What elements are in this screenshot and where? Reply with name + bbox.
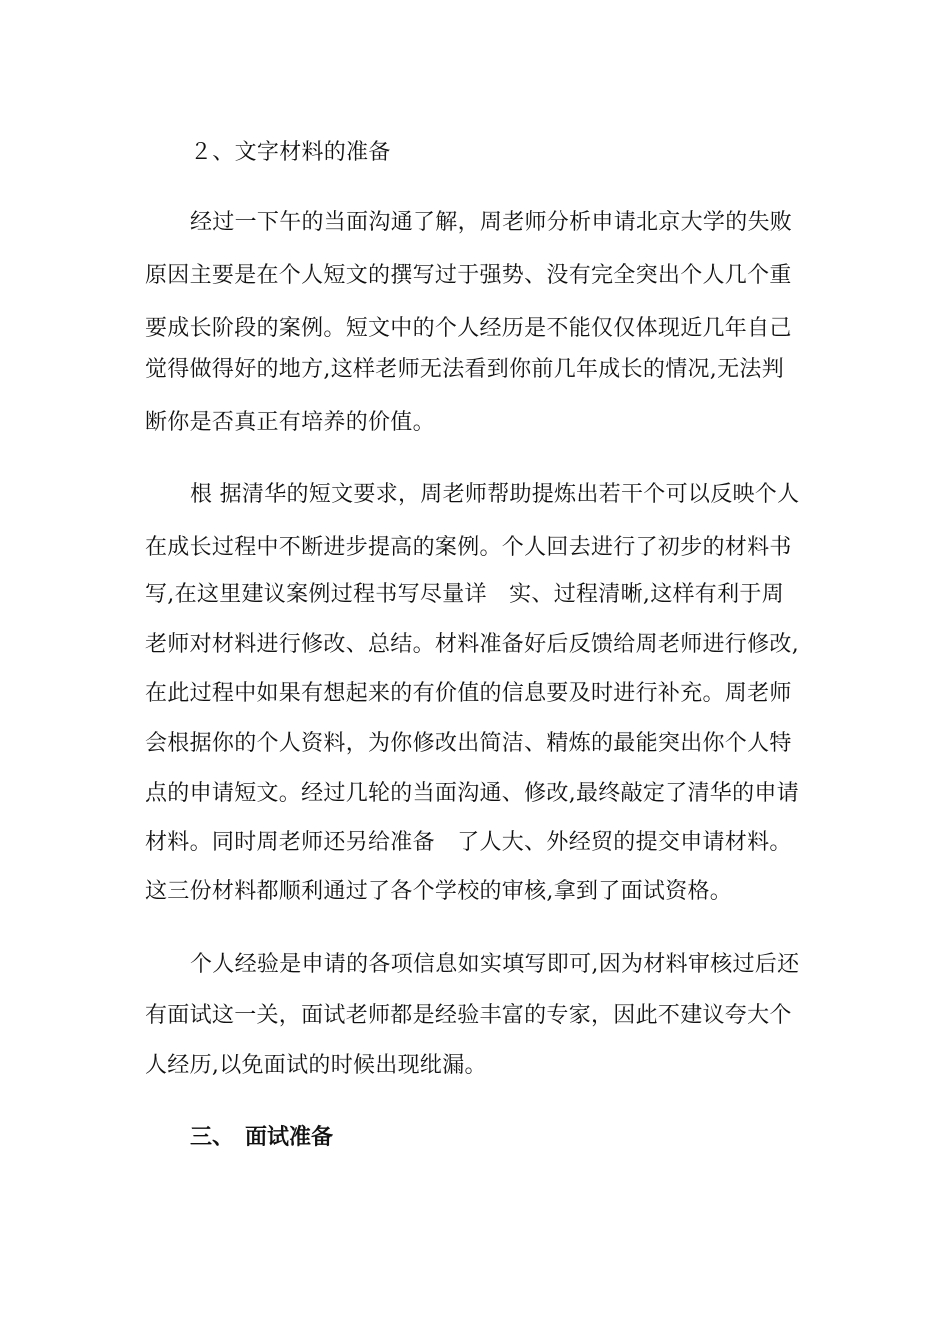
paragraph-1-line-3: 要成长阶段的案例。短文中的个人经历是不能仅仅体现近几年自己 — [145, 316, 792, 341]
paragraph-2-line-3: 写,在这里建议案例过程书写尽量详 实、过程清晰,这样有利于周 — [145, 582, 784, 607]
paragraph-2-line-7: 点的申请短文。经过几轮的当面沟通、修改,最终敲定了清华的申请 — [145, 781, 799, 806]
section-heading: 三、 面试准备 — [190, 1124, 334, 1150]
paragraph-1-line-1: 经过一下午的当面沟通了解，周老师分析申请北京大学的失败 — [190, 210, 793, 235]
paragraph-2-line-8: 材料。同时周老师还另给准备 了人大、外经贸的提交申请材料。 — [145, 830, 792, 855]
subheading: ２、文字材料的准备 — [190, 140, 391, 165]
paragraph-2-line-9: 这三份材料都顺利通过了各个学校的审核,拿到了面试资格。 — [145, 879, 733, 904]
paragraph-3-line-1: 个人经验是申请的各项信息如实填写即可,因为材料审核过后还 — [190, 952, 800, 977]
paragraph-1-line-4: 觉得做得好的地方,这样老师无法看到你前几年成长的情况,无法判 — [145, 357, 784, 382]
paragraph-2-line-4: 老师对材料进行修改、总结。材料准备好后反馈给周老师进行修改, — [145, 632, 799, 657]
paragraph-2-line-5: 在此过程中如果有想起来的有价值的信息要及时进行补充。周老师 — [145, 681, 792, 706]
paragraph-3-line-2: 有面试这一关，面试老师都是经验丰富的专家，因此不建议夸大个 — [145, 1003, 792, 1028]
paragraph-2-line-6: 会根据你的个人资料，为你修改出简洁、精炼的最能突出你个人特 — [145, 731, 792, 756]
paragraph-1-line-2: 原因主要是在个人短文的撰写过于强势、没有完全突出个人几个重 — [145, 263, 792, 288]
paragraph-2-line-1: 根 据清华的短文要求，周老师帮助提炼出若干个可以反映个人 — [190, 482, 800, 507]
paragraph-3-line-3: 人经历,以免面试的时候出现纰漏。 — [145, 1053, 487, 1078]
paragraph-2-line-2: 在成长过程中不断进步提高的案例。个人回去进行了初步的材料书 — [145, 535, 792, 560]
paragraph-1-line-5: 断你是否真正有培养的价值。 — [145, 410, 435, 435]
